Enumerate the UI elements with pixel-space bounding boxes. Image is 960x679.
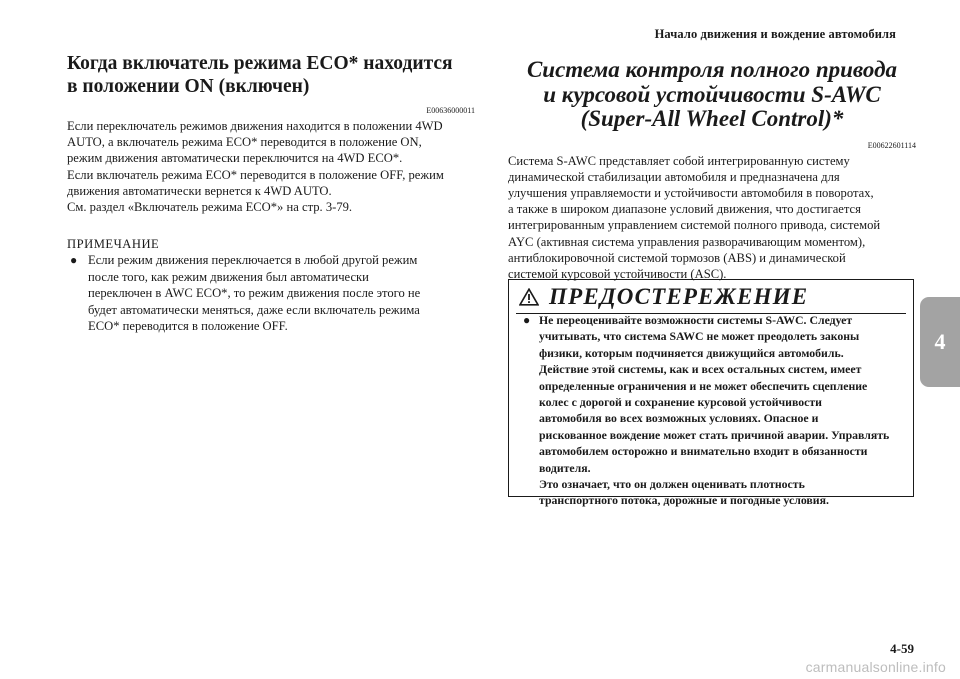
- warning-line: определенные ограничения и не может обеспечить сцепление: [539, 378, 868, 393]
- eco-section-heading: [67, 52, 475, 98]
- warning-line: транспортного потока, дорожные и погодные условия.: [539, 493, 829, 508]
- running-title: Начало движения и вождение автомобиля: [654, 27, 896, 41]
- warning-body: [523, 312, 905, 509]
- s-awc-heading-line-2: и курсовой устойчивости S-AWC: [543, 81, 881, 107]
- s-awc-paragraph-line: системой курсовой устойчивости (ASC).: [508, 266, 727, 281]
- warning-line: автомобилем осторожно и внимательно входит в обязанности: [539, 444, 868, 459]
- s-awc-section-heading: [508, 58, 916, 132]
- s-awc-paragraph-line: Система S-AWC представляет собой интегрированную систему: [508, 153, 850, 168]
- note-line: после того, как режим движения был автоматически: [88, 269, 369, 284]
- page-number: 4-59: [890, 641, 914, 656]
- chapter-tab: 4: [920, 297, 960, 387]
- warning-line: Не переоценивайте возможности системы S-AWC. Следует: [539, 313, 853, 327]
- warning-box: [508, 279, 914, 508]
- warning-line: водителя.: [539, 460, 591, 475]
- note-line: Если режим движения переключается в любой другой режим: [88, 253, 418, 268]
- warning-line: учитывать, что система SAWC не может преодолеть законы: [539, 329, 860, 344]
- eco-heading-line-1: Когда включатель режима ECO* находится: [67, 53, 453, 74]
- eco-paragraph-line: Если переключатель режимов движения находится в положении 4WD: [67, 119, 443, 133]
- s-awc-paragraph-line: интегрированным управлением системой полного привода, системой: [508, 218, 881, 233]
- warning-line: рискованное вождение может стать причиной аварии. Управлять: [539, 427, 890, 442]
- eco-paragraph-line: См. раздел «Включатель режима ECO*» на стр. 3-79.: [67, 200, 353, 215]
- eco-paragraph-line: движения автоматически вернется к 4WD AUTO.: [67, 183, 332, 198]
- note-line: будет автоматически меняться, даже если включатель режима: [88, 302, 420, 317]
- s-awc-paragraph: [508, 153, 916, 283]
- eco-paragraph: [67, 118, 475, 215]
- left-column: [67, 52, 475, 335]
- warning-text: [539, 312, 889, 509]
- note-line: ECO* переводится в положение OFF.: [88, 319, 288, 334]
- eco-heading-line-2: в положении ON (включен): [67, 76, 310, 97]
- eco-paragraph-line: режим движения автоматически переключится на 4WD ECO*.: [67, 151, 403, 166]
- note-item: [67, 252, 475, 335]
- s-awc-paragraph-line: AYC (активная система управления разворачивающим моментом),: [508, 234, 866, 249]
- s-awc-paragraph-line: динамической стабилизации автомобиля и предназначена для: [508, 169, 840, 184]
- warning-line: автомобиля во всех возможных условиях. Опасное и: [539, 411, 819, 426]
- watermark: carmanualsonline.info: [805, 659, 946, 675]
- s-awc-paragraph-line: улучшения управляемости и устойчивости автомобиля в поворотах,: [508, 185, 874, 200]
- warning-line: физики, которым подчиняется движущийся автомобиль.: [539, 345, 844, 360]
- note-line: переключен в AWC ECO*, то режим движения после этого не: [88, 286, 421, 301]
- warning-title: ПРЕДОСТЕРЕЖЕНИЕ: [549, 284, 809, 309]
- s-awc-section-code: E00622601114: [867, 140, 916, 150]
- eco-paragraph-line: AUTO, а включатель режима ECO* переводится в положение ON,: [67, 135, 422, 150]
- warning-line: Действие этой системы, как и всех остальных систем, имеет: [539, 362, 862, 377]
- eco-section-code: E00636000011: [426, 106, 475, 115]
- bullet-icon: ●: [70, 253, 78, 268]
- s-awc-heading-line-1: Система контроля полного привода: [526, 57, 898, 82]
- s-awc-paragraph-line: антиблокировочной системой тормозов (ABS) и динамической: [508, 250, 846, 265]
- bullet-icon: ●: [523, 313, 531, 327]
- s-awc-heading-line-3: (Super-All Wheel Control)*: [580, 106, 844, 131]
- note-label: ПРИМЕЧАНИЕ: [67, 237, 160, 252]
- warning-line: Это означает, что он должен оценивать плотность: [539, 477, 805, 492]
- eco-paragraph-line: Если включатель режима ECO* переводится в положение OFF, режим: [67, 167, 444, 182]
- warning-header: [519, 284, 808, 310]
- warning-triangle-icon: [519, 288, 539, 306]
- s-awc-paragraph-line: а также в широком диапазоне условий движения, что достигается: [508, 202, 861, 217]
- warning-line: колес с дорогой и сохранение курсовой устойчивости: [539, 395, 822, 410]
- right-column: [508, 58, 916, 282]
- note-text: [88, 252, 420, 335]
